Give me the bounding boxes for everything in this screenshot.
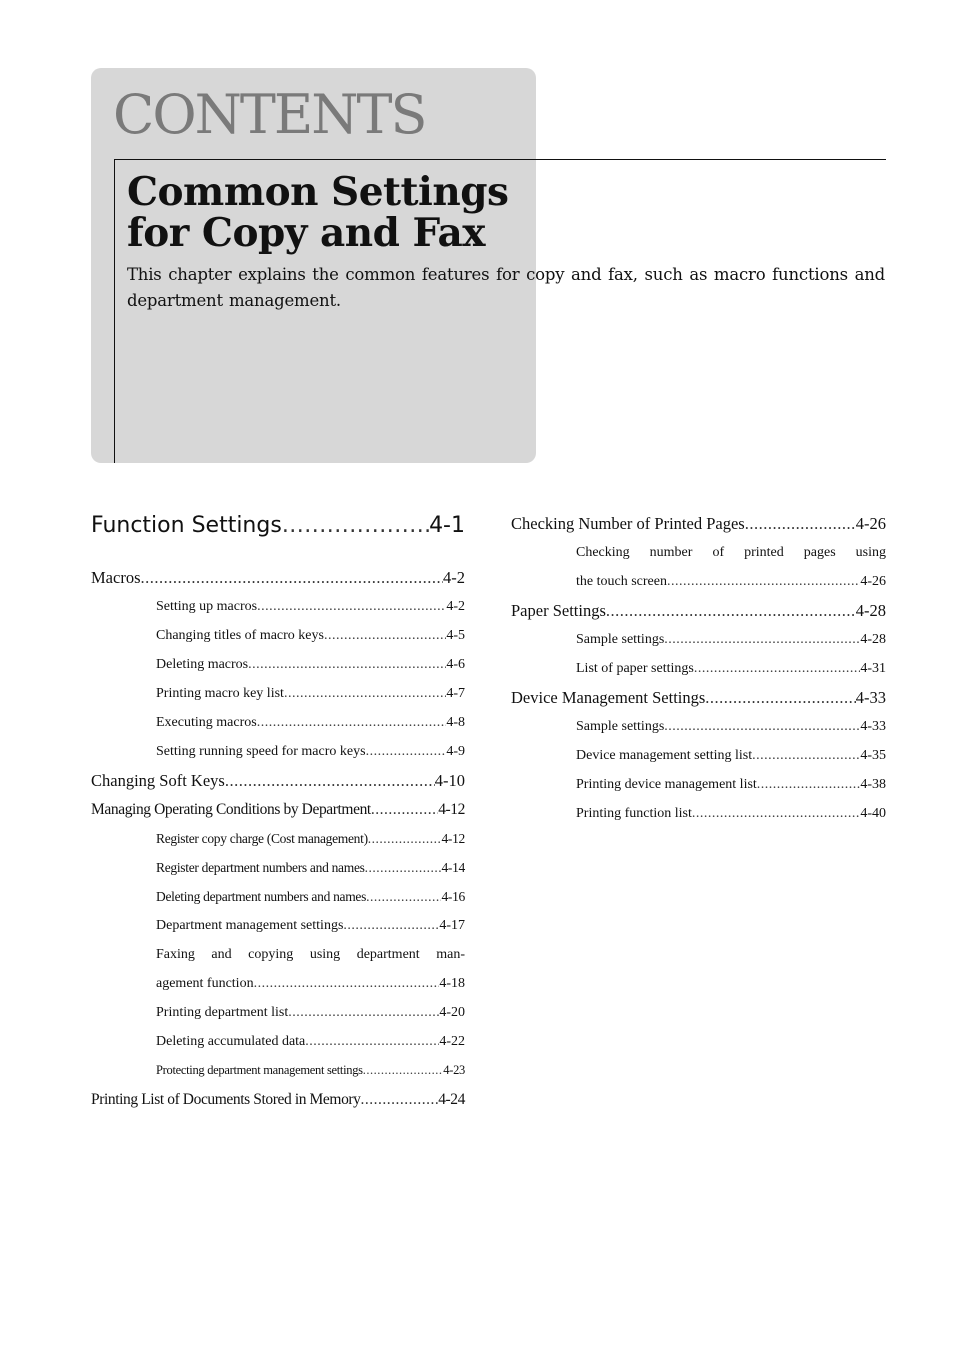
toc-entry-device-management-settings[interactable]: Device Management Settings ..... 4-33	[511, 683, 886, 712]
toc-entry-register-department-numbers[interactable]: Register department numbers and names ..... 4-14	[91, 853, 465, 882]
toc-entry-checking-number-printed-pages[interactable]: Checking Number of Printed Pages ..... 4-26	[511, 509, 886, 538]
chapter-title	[127, 169, 509, 256]
toc-entry-changing-soft-keys[interactable]: Changing Soft Keys ..... 4-10	[91, 766, 465, 795]
toc-entry-department-management-settings[interactable]: Department management settings ..... 4-17	[91, 911, 465, 940]
toc-entry-managing-operating-conditions[interactable]: Managing Operating Conditions by Department ..... 4-12	[91, 795, 465, 824]
toc-entry-printing-macro-key-list[interactable]: Printing macro key list ..... 4-7	[91, 679, 465, 708]
toc-entry-setting-running-speed[interactable]: Setting running speed for macro keys ..... 4-9	[91, 737, 465, 766]
toc-entry-deleting-macros[interactable]: Deleting macros ..... 4-6	[91, 650, 465, 679]
toc-entry-protecting-department-settings[interactable]: Protecting department management settings ..... 4-23	[91, 1056, 465, 1085]
toc-entry-paper-settings[interactable]: Paper Settings ..... 4-28	[511, 596, 886, 625]
vertical-rule	[114, 159, 115, 463]
toc-entry-printing-device-management-list[interactable]: Printing device management list ..... 4-38	[511, 770, 886, 799]
toc-entry-device-sample-settings[interactable]: Sample settings ..... 4-33	[511, 712, 886, 741]
toc-entry-deleting-department-numbers[interactable]: Deleting department numbers and names ..... 4-16	[91, 882, 465, 911]
toc-entry-checking-touch-screen-line1[interactable]: Checking number of printed pages using	[576, 545, 886, 560]
toc-entry-deleting-accumulated-data[interactable]: Deleting accumulated data ..... 4-22	[91, 1027, 465, 1056]
toc-entry-printing-department-list[interactable]: Printing department list ..... 4-20	[91, 998, 465, 1027]
toc-entry-executing-macros[interactable]: Executing macros ..... 4-8	[91, 708, 465, 737]
toc-entry-setting-up-macros[interactable]: Setting up macros ..... 4-2	[91, 592, 465, 621]
toc-entry-device-management-setting-list[interactable]: Device management setting list ..... 4-35	[511, 741, 886, 770]
toc-entry-macros[interactable]: Macros ..... 4-2	[91, 563, 465, 592]
chapter-title-line1: Common Settings	[127, 169, 509, 215]
toc-entry-changing-titles-macro-keys[interactable]: Changing titles of macro keys ..... 4-5	[91, 621, 465, 650]
toc-entry-paper-sample-settings[interactable]: Sample settings ..... 4-28	[511, 625, 886, 654]
toc-entry-faxing-copying-line1[interactable]: Faxing and copying using department man-	[156, 947, 465, 962]
toc-entry-list-paper-settings[interactable]: List of paper settings ..... 4-31	[511, 654, 886, 683]
chapter-description: This chapter explains the common features for copy and fax, such as macro functions and department management.	[127, 265, 885, 310]
toc-right-column	[511, 509, 886, 828]
horizontal-rule	[114, 159, 886, 160]
contents-heading: CONTENTS	[113, 83, 426, 146]
toc-entry-faxing-copying[interactable]: agement function ..... 4-18	[91, 969, 465, 998]
toc-left-column	[91, 511, 465, 1114]
toc-entry-register-copy-charge[interactable]: Register copy charge (Cost management) ..... 4-12	[91, 824, 465, 853]
toc-entry-printing-function-list[interactable]: Printing function list ..... 4-40	[511, 799, 886, 828]
toc-entry-function-settings[interactable]: Function Settings ..... 4-1	[91, 511, 465, 563]
toc-entry-checking-touch-screen[interactable]: the touch screen ..... 4-26	[511, 567, 886, 596]
toc-entry-printing-list-documents[interactable]: Printing List of Documents Stored in Memory ..... 4-24	[91, 1085, 465, 1114]
chapter-title-line2: for Copy and Fax	[127, 210, 486, 256]
